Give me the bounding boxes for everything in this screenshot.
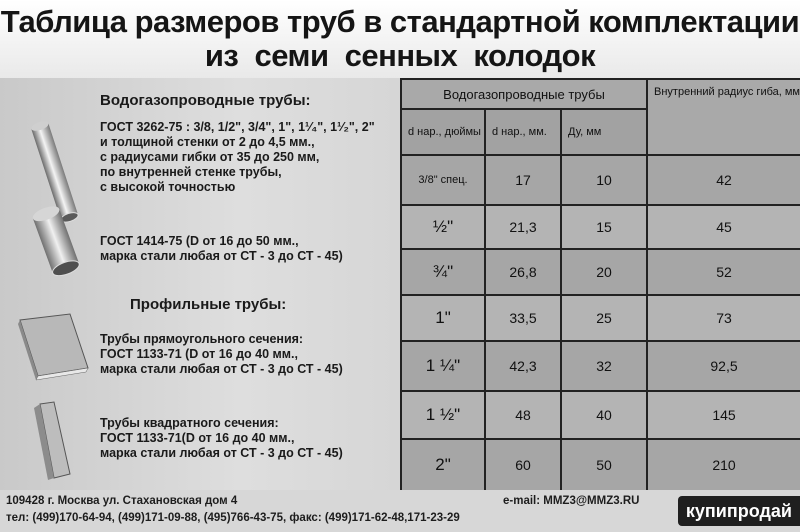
page-subtitle: из семи сенных колодок [204,38,596,73]
pipe-size-table [400,78,800,492]
thick-pipe-icon [24,206,88,276]
cell-radius: 145 [647,391,800,439]
cell-du: 40 [561,391,647,439]
cell-radius: 210 [647,439,800,491]
footer [0,490,800,532]
square-pipe-icon [22,400,86,484]
rect-pipe-description: Трубы прямоугольного сечения: ГОСТ 1133-71 (D от 16 до 40 мм., марка стали любая от СТ - 3 до СТ - 45) [100,332,343,376]
cell-mm: 26,8 [485,249,561,295]
header [0,0,800,78]
phones-text: тел: (499)170-64-94, (499)171-09-88, (495)766-43-75, факс: (499)171-62-48,171-23-29 [6,512,460,524]
table-row [401,341,800,391]
cell-inch: 1 ½" [401,391,485,439]
cell-du: 15 [561,205,647,249]
email-text: e-mail: MMZ3@MMZ3.RU [503,495,640,507]
left-panel [0,78,400,490]
rectangular-pipe-icon [14,310,94,382]
gost1414-description: ГОСТ 1414-75 (D от 16 до 50 мм., марка стали любая от СТ - 3 до СТ - 45) [100,234,343,263]
cell-inch: ½" [401,205,485,249]
table-row [401,249,800,295]
table-row [401,155,800,205]
address-text: 109428 г. Москва ул. Стахановская дом 4 [6,495,238,507]
cell-du: 25 [561,295,647,341]
profile-pipes-heading: Профильные трубы: [130,296,287,313]
table-row [401,295,800,341]
nominal-bore-header: Ду, мм [561,109,647,155]
cell-mm: 60 [485,439,561,491]
cell-mm: 21,3 [485,205,561,249]
cell-mm: 33,5 [485,295,561,341]
watermark-badge: купипродай [678,496,800,526]
outer-diameter-inch-header: d нар., дюймы [401,109,485,155]
water-pipes-group-header: Водогазопроводные трубы [401,79,647,109]
cell-mm: 42,3 [485,341,561,391]
cell-inch: 1" [401,295,485,341]
square-pipe-description: Трубы квадратного сечения: ГОСТ 1133-71(D от 16 до 40 мм., марка стали любая от СТ - 3 до СТ - 45) [100,416,343,460]
cell-radius: 92,5 [647,341,800,391]
cell-du: 10 [561,155,647,205]
bend-radius-header: Внутренний радиус гиба, мм [647,79,800,155]
cell-inch: 2" [401,439,485,491]
cell-radius: 52 [647,249,800,295]
table-row [401,439,800,491]
cell-inch: 1 ¼" [401,341,485,391]
table-row [401,205,800,249]
cell-radius: 42 [647,155,800,205]
cell-radius: 73 [647,295,800,341]
cell-inch: 3/8" спец. [401,155,485,205]
page-title: Таблица размеров труб в стандартной комплектации [0,4,800,39]
cell-mm: 48 [485,391,561,439]
gost3262-description: ГОСТ 3262-75 : 3/8, 1/2", 3/4", 1", 1¹⁄₄", 1¹⁄₂", 2" и толщиной стенки от 2 до 4,5 мм., с радиусами гибки от 35 до 250 мм, по внутренней стенке трубы, с высокой точностью [100,120,375,194]
cell-inch: ¾" [401,249,485,295]
table-row [401,391,800,439]
water-pipes-heading: Водогазопроводные трубы: [100,92,311,109]
cell-du: 32 [561,341,647,391]
cell-du: 50 [561,439,647,491]
pipe-size-table-wrapper [400,78,800,490]
cell-radius: 45 [647,205,800,249]
outer-diameter-mm-header: d нар., мм. [485,109,561,155]
cell-du: 20 [561,249,647,295]
cell-mm: 17 [485,155,561,205]
